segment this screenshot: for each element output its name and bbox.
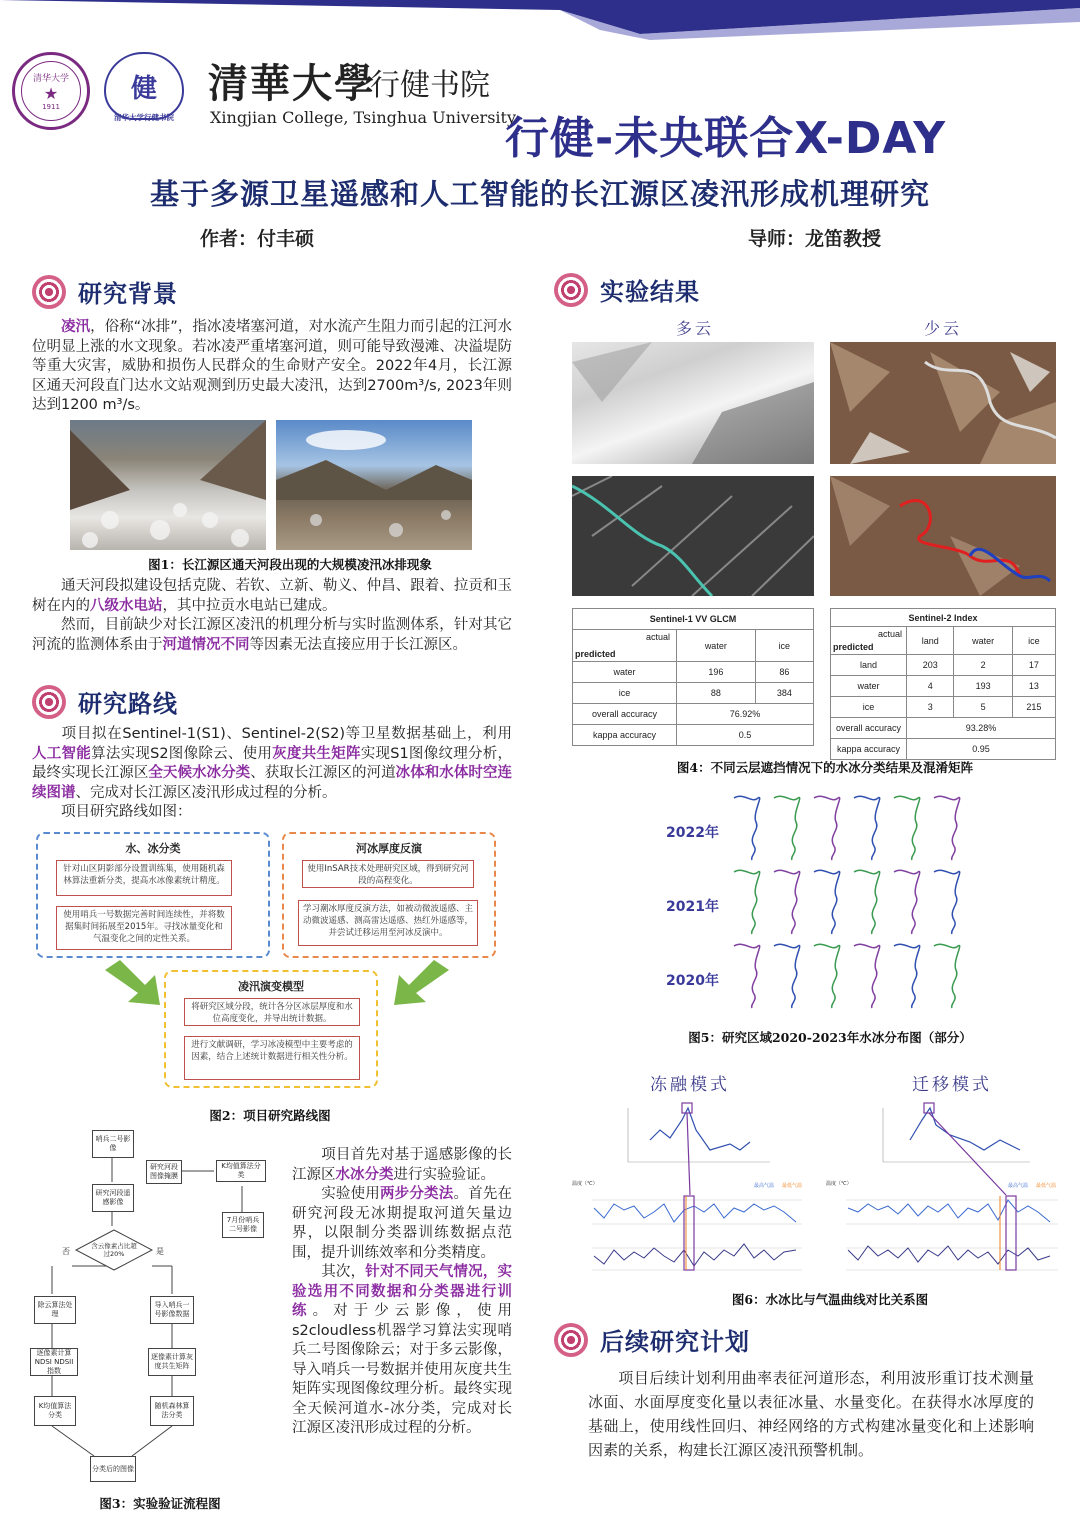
row-land: land [831, 655, 907, 676]
river-map [854, 944, 880, 1008]
cell: 2 [954, 655, 1012, 676]
target-icon [554, 273, 588, 307]
highlight: 八级水电站 [90, 597, 163, 614]
roadmap-item: 使用InSAR技术处理研究区域，得到研究河段的高程变化。 [302, 860, 474, 888]
cell: 17 [1012, 655, 1055, 676]
background-paragraph-3 [32, 616, 512, 655]
cell: 0.5 [677, 725, 814, 746]
cell: 13 [1012, 676, 1055, 697]
header-predicted: predicted [833, 642, 874, 652]
text: 。对于少云影像，使用s2cloudless机器学习算法实现哨兵二号图像除云；对于多云影像，导入哨兵一号数据并使用灰度共生矩阵实现图像纹理分析。最终实现全天候河道水-冰分类，完成对长江源区凌汛形成过程的分析。 [292, 1303, 513, 1436]
text: 实验使用 [321, 1186, 380, 1202]
target-icon [32, 685, 66, 719]
roadmap-item: 针对山区阴影部分设置训练集，使用随机森林算法重新分类，提高水冰像素统计精度。 [56, 860, 232, 896]
cell: 86 [755, 662, 813, 683]
max-temp-line [594, 1204, 796, 1222]
route-paragraph [32, 725, 512, 823]
flow-node: 哨兵二号影像 [92, 1130, 134, 1158]
cell: 384 [755, 683, 813, 704]
legend-max: 最高气温 [1008, 1183, 1029, 1189]
river-map [734, 796, 760, 860]
text: 然而，目前缺少对长江源区凌汛的机理分析与实时监测体系，针对其它河流的监测体系由于 [32, 617, 512, 653]
poster-title: 基于多源卫星遥感和人工智能的长江源区凌汛形成机理研究 [149, 177, 930, 211]
text: 进行实验验证。 [393, 1166, 495, 1183]
roadmap-item: 使用哨兵一号数据完善时间连续性，并将数据集时间拓展至2015年。寻找冰量变化和气温变化之间的定性关系。 [56, 906, 232, 950]
cloudy-classified-image [572, 476, 814, 596]
term-lingxun: 凌汛 [61, 319, 91, 335]
river-map [774, 944, 800, 1008]
river-map [734, 944, 760, 1008]
fig5-caption: 图5：研究区域2020-2023年水冰分布图（部分） [688, 1030, 972, 1045]
tsinghua-seal-logo: 清华大学 ★ 1911 [12, 52, 90, 130]
river-map [934, 944, 960, 1008]
flow-node: 除云算法处理 [34, 1296, 76, 1324]
highlight-box [924, 1103, 934, 1113]
fig2-caption: 图2：项目研究路线图 [209, 1108, 331, 1123]
text: 、获取长江源区的河道 [250, 765, 396, 781]
year-label: 2020年 [666, 973, 719, 989]
temperature-comparison-charts [570, 1100, 1060, 1290]
col-land: land [907, 627, 954, 655]
seal-year: 1911 [42, 103, 60, 111]
flow-node: K均值算法分类 [216, 1160, 266, 1182]
roadmap-item: 进行文献调研，学习冰凌模型中主要考虑的因素，结合上述统计数据进行相关性分析。 [184, 1036, 360, 1080]
box-title: 河冰厚度反演 [356, 842, 422, 855]
target-icon [554, 1323, 588, 1357]
col-ice: ice [755, 630, 813, 662]
river-map [894, 796, 920, 860]
section-results-header [554, 272, 700, 307]
flow-node: K均值算法分类 [34, 1396, 76, 1426]
col-ice: ice [1012, 627, 1055, 655]
cell: 215 [1012, 697, 1055, 718]
event-title: 行健-未央联合X-DAY [505, 113, 947, 164]
header-actual: actual [877, 629, 902, 639]
cell: 3 [907, 697, 954, 718]
cell: 88 [677, 683, 756, 704]
river-map [894, 870, 920, 934]
box-title: 凌汛演变模型 [238, 980, 304, 993]
flow-no-label: 否 [62, 1247, 70, 1256]
highlight: 水冰分类 [335, 1166, 394, 1183]
advisor: 导师：龙笛教授 [748, 228, 882, 250]
arrow-left-down-icon [384, 960, 454, 1010]
text: ，其中拉贡水电站已建成。 [162, 597, 337, 614]
future-paragraph [588, 1366, 1034, 1462]
cell: 196 [677, 662, 756, 683]
roadmap-item: 学习潮冰厚度反演方法，如被动微波遥感、主动微波遥感、测高雷达遥感、热红外遥感等，并尝试迁移运用至河冰反演中。 [298, 900, 478, 946]
label-cloudy: 多云 [676, 319, 715, 338]
row-oa: overall accuracy [573, 704, 677, 725]
text: 通天河段拟建设包括克陇、若钦、立新、勒义、仲昌、跟着、拉贡和玉树在内的 [32, 578, 512, 614]
s1-confusion-matrix [572, 608, 814, 746]
section-title: 研究路线 [78, 690, 178, 718]
river-map [814, 870, 840, 934]
river-map [934, 796, 960, 860]
box-title: 水、冰分类 [125, 842, 181, 855]
unit: m³/s [404, 377, 437, 394]
highlight: 两步分类法 [379, 1186, 454, 1202]
flow-node: 逐像素计算灰度共生矩阵 [148, 1348, 196, 1376]
highlight: 河道情况不同 [162, 636, 250, 653]
header-actual: actual [645, 632, 670, 642]
text: 。首先在研究河段无冰期提取河道矢量边界，以限制分类器训练数据点范围，提升训练效率和分类精度。 [292, 1186, 513, 1261]
river-map [734, 870, 760, 934]
flow-decision-text: 含云像素占比超过20% [91, 1242, 137, 1258]
fig3-caption: 图3：实验验证流程图 [99, 1496, 221, 1511]
method-paragraph [292, 1146, 512, 1439]
header-predicted: predicted [575, 649, 616, 659]
unit: m³/s [102, 397, 135, 413]
arrow-right-down-icon [100, 960, 170, 1010]
flow-node: 分类后的图像 [90, 1456, 136, 1482]
flow-node: 逐像素计算NDSI NDSII指数 [30, 1348, 78, 1376]
river-distribution-maps [730, 790, 970, 1030]
cell: 5 [954, 697, 1012, 718]
row-water: water [573, 662, 677, 683]
text: 实现S1图像纹理分析，最终实现长江源区 [32, 745, 513, 781]
author: 作者：付丰硕 [200, 228, 315, 250]
river-map [774, 870, 800, 934]
section-title: 研究背景 [78, 280, 178, 308]
highlight: 人工智能 [32, 745, 92, 762]
river-map [894, 944, 920, 1008]
ice-jam-photo-1 [70, 420, 266, 550]
river-map [854, 796, 880, 860]
flow-node: 随机森林算法分类 [150, 1396, 194, 1426]
year-label: 2021年 [666, 899, 719, 915]
college-en: Xingjian College, Tsinghua University [210, 108, 516, 127]
fig4-caption: 图4：不同云层遮挡情况下的水冰分类结果及混淆矩阵 [676, 760, 974, 775]
river-map [854, 870, 880, 934]
text: 。 [134, 397, 150, 413]
flow-node: 7月份哨兵二号影像 [222, 1212, 264, 1238]
college-name: 行健书院 [370, 68, 490, 103]
river-map [774, 796, 800, 860]
axis-label: 温度（℃） [826, 1181, 852, 1187]
row-water: water [831, 676, 907, 697]
cloudy-satellite-image [572, 342, 814, 464]
cell: 93.28% [907, 718, 1056, 739]
xingjian-logo: 健 [104, 52, 184, 120]
s2-confusion-matrix [830, 608, 1056, 760]
ice-jam-photo-2 [276, 420, 472, 550]
min-temp-line [594, 1244, 796, 1266]
axis-label: 温度（℃） [572, 1181, 598, 1187]
legend-min: 最低气温 [782, 1183, 803, 1189]
ratio-line-freeze [650, 1108, 750, 1150]
text: 算法实现S2图像除云、使用 [91, 745, 273, 762]
text: 、完成对长江源区凌汛形成过程的分析。 [75, 784, 337, 801]
row-ice: ice [831, 697, 907, 718]
xingjian-logo-text: 清华大学行健书院 [114, 113, 174, 122]
highlight: 冰体和水体时空连续图谱 [32, 765, 512, 801]
highlight-box [682, 1103, 692, 1113]
river-map [814, 796, 840, 860]
cell: 76.92% [677, 704, 814, 725]
text: 等因素无法直接应用于长江源区。 [249, 636, 467, 653]
highlight: 灰度共生矩阵 [272, 745, 361, 762]
matrix-title: Sentinel-2 Index [831, 609, 1056, 627]
text: 项目后续计划利用曲率表征河道形态，利用波形重订技术测量冰面、水面厚度变化量以表征冰量、水量变化。在获得水冰厚度的基础上，使用线性回归、神经网络的方式构建冰量变化和上述影响因素的关系，构建长江源区凌汛预警机制。 [588, 1369, 1034, 1459]
river-map [814, 944, 840, 1008]
section-future-header [554, 1322, 750, 1357]
text: 项目首先对基于遥感影像的长江源区 [292, 1147, 512, 1183]
year-label: 2022年 [666, 825, 719, 841]
legend-max: 最高气温 [754, 1183, 775, 1189]
fig6-caption: 图6：水冰比与气温曲线对比关系图 [731, 1292, 929, 1307]
cell: 203 [907, 655, 954, 676]
text: , 2023年则达到1200 [32, 377, 512, 413]
max-temp-line [848, 1200, 1050, 1222]
row-oa: overall accuracy [831, 718, 907, 739]
section-title: 后续研究计划 [600, 1328, 750, 1356]
section-title: 实验结果 [600, 278, 700, 306]
section-background-header [32, 274, 178, 309]
college-cn-calligraphy: 清華大學 [208, 60, 376, 107]
flow-yes-label: 是 [156, 1247, 164, 1256]
row-ka: kappa accuracy [831, 739, 907, 760]
label-clear: 少云 [924, 319, 963, 338]
row-ka: kappa accuracy [573, 725, 677, 746]
flow-node: 研究河段遥感影像 [92, 1184, 134, 1212]
text: 项目研究路线如图： [61, 804, 192, 820]
fig1-caption: 图1：长江源区通天河段出现的大规模凌汛冰排现象 [148, 557, 432, 572]
clear-classified-image [830, 476, 1056, 596]
text: 项目拟在Sentinel-1(S1)、Sentinel-2(S2)等卫星数据基础上，利用 [61, 726, 512, 742]
legend-min: 最低气温 [1036, 1183, 1057, 1189]
cell: 0.95 [907, 739, 1056, 760]
col-water: water [954, 627, 1012, 655]
cell: 193 [954, 676, 1012, 697]
top-decoration [0, 0, 1080, 40]
highlight: 全天候水冰分类 [148, 765, 251, 781]
target-icon [32, 275, 66, 309]
matrix-title: Sentinel-1 VV GLCM [573, 609, 814, 630]
mode-freeze-thaw: 冻融模式 [650, 1075, 730, 1095]
river-map [934, 870, 960, 934]
highlight: 针对不同天气情况，实验选用不同数据和分类器进行训练 [292, 1264, 513, 1319]
background-paragraph-1 [32, 318, 512, 416]
row-ice: ice [573, 683, 677, 704]
background-paragraph-2 [32, 577, 512, 616]
flow-node: 导入哨兵一号影像数据 [150, 1296, 194, 1324]
ratio-line-migration [910, 1108, 1020, 1150]
seal-text: 清华大学 [32, 74, 69, 84]
mode-migration: 迁移模式 [912, 1075, 992, 1095]
section-route-header [32, 684, 178, 719]
min-temp-line [848, 1246, 1050, 1264]
text: ，俗称“冰排”，指冰凌堵塞河道，对水流产生阻力而引起的江河水位明显上涨的水文现象。若冰凌严重堵塞河道，则可能导致漫滩、决溢堤防等重大灾害，威胁和损伤人民群众的生命财产安全。2022年4月，长江源区通天河段直门达水文站观测到历史最大凌汛，达到2700 [32, 319, 512, 394]
text: 其次， [321, 1264, 366, 1280]
flow-node: 研究河段图像掩膜 [146, 1160, 182, 1184]
roadmap-item: 将研究区域分段，统计各分区冰层厚度和水位高度变化，并导出统计数据。 [184, 998, 360, 1026]
col-water: water [677, 630, 756, 662]
cell: 4 [907, 676, 954, 697]
clear-satellite-image [830, 342, 1056, 464]
